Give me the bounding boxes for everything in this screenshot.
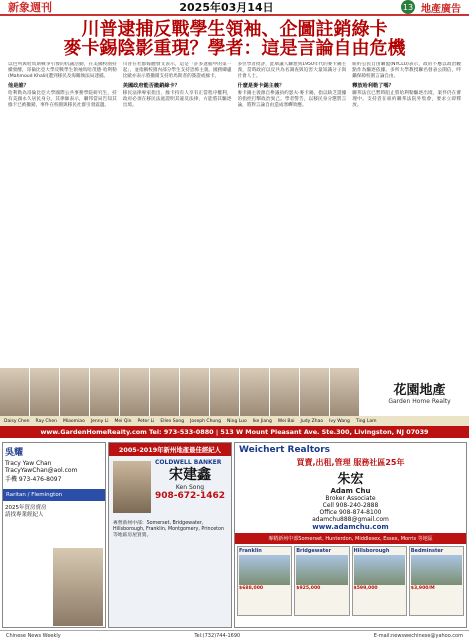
headline-line1: 川普逮捕反戰學生領袖、企圖註銷綠卡 <box>81 19 388 40</box>
agent-name-en: Adam Chu <box>330 487 371 495</box>
subheading: 他是誰？ <box>8 82 29 89</box>
agent-email[interactable]: adamchu888@gmail.com <box>312 516 389 523</box>
agent-name-strip <box>0 416 469 426</box>
agent-name: Wei Bai <box>277 418 295 424</box>
ad-header <box>235 443 466 457</box>
agent-name: Ellen Song <box>160 418 185 424</box>
agent-photo <box>180 368 210 416</box>
listing-price: $925,000 <box>296 586 321 591</box>
footer-phone: Tel:(732)744-1690 <box>194 632 241 639</box>
paragraph: 川普在社群媒體發文表示，這是「許多逮捕中的第一起」，並指稱校園內部分學生支持恐怖主義。國務卿盧比歐亦表示將撤銷支持哈馬斯者的簽證或綠卡。 <box>122 62 232 80</box>
agent-photo <box>113 461 151 513</box>
agent-name: Ivy Wang <box>329 418 350 424</box>
agent-name-en: Tracy Yaw Chan <box>5 460 52 467</box>
listing-photo <box>354 555 405 585</box>
header-right <box>401 0 461 15</box>
paragraph: 聯邦法官已暫時阻止將哈利勒驅逐出境，案件仍在審理中。支持者在紐約聯邦法院外集會，要求立即釋放。 <box>352 90 461 109</box>
agent-title: Broker Associate <box>325 495 376 502</box>
agent-photo <box>30 368 60 416</box>
agent-photo <box>240 368 270 416</box>
agent-photo <box>53 548 103 626</box>
agent-website[interactable]: www.adamchu.com <box>312 523 389 531</box>
agent-photo <box>120 368 150 416</box>
listing-town: Franklin <box>239 548 262 554</box>
headline-line2: 麥卡錫陰影重現？學者：這是言論自由危機 <box>63 38 406 59</box>
agent-photo <box>60 368 90 416</box>
agent-photo <box>0 368 30 416</box>
paragraph: 麥卡錫主義源自參議員約瑟夫·麥卡錫，指以缺乏證據的指控打擊政治異己。學者警告，以移民身分懲罰言論，將對言論自由造成寒蟬效應。 <box>237 90 347 109</box>
listing-card[interactable] <box>237 546 292 616</box>
agent-phone[interactable]: 908-672-1462 <box>154 491 226 501</box>
brokerage-logo: COLDWELL BANKER <box>155 459 222 466</box>
agent-photo <box>210 368 240 416</box>
ad-adam-chu <box>234 442 467 628</box>
listing-town: Bedminster <box>410 548 444 554</box>
headline <box>8 20 461 58</box>
agent-phone[interactable]: 手機 973-476-8097 <box>5 476 62 483</box>
agent-name: Ray Chen <box>35 418 58 424</box>
paragraph: 哈利勒為哥倫比亞大學國際公共事務學院研究生，持有美國永久居民身分。其律師表示，聯邦當局告知其綠卡已被撤銷，事件在校園與移民社群引發震盪。 <box>8 90 117 109</box>
page-number-badge: 13 <box>401 0 415 14</box>
listing-price: $599,000 <box>353 586 378 591</box>
article-column-2 <box>123 62 232 362</box>
subheading: 美國政府能否撤銷綠卡？ <box>122 82 180 89</box>
agent-name: Peter Li <box>137 418 155 424</box>
subheading: 什麼是麥卡錫主義？ <box>237 82 285 89</box>
agent-name: Mei Qin <box>114 418 132 424</box>
agent-office[interactable]: Office 908-874-8100 <box>319 509 382 516</box>
ad-ken-song <box>108 442 232 628</box>
section-title: 地產廣告 <box>420 3 461 15</box>
agent-name: Judy Zhao <box>300 418 324 424</box>
agent-banner <box>0 368 469 440</box>
footer-publication: Chinese News Weekly <box>6 632 61 639</box>
agent-photo <box>270 368 300 416</box>
paragraph: 移民法律專家指出，綠卡持有人享有正當程序權利，政府必須在移民法庭證明其違反法律，方能將其驅逐出境。 <box>122 90 232 109</box>
listing-photo <box>239 555 290 585</box>
paragraph: 多位學者批評，此舉讓人聯想到1950年代的麥卡錫主義，當時政府以反共為名調查與迫害大量知識分子與社會人士。 <box>237 62 347 80</box>
agent-photo <box>330 368 360 416</box>
footer-email[interactable]: E-mail:newswechinese@yahoo.com <box>373 632 463 639</box>
paragraph: 以色列與哈馬斯戰爭引發的抗議活動，在美國校園持續發酵，哥倫比亞大學反戰學生領袖馬哈茂德·哈利勒(Mahmoud Khalil)遭到移民及海關執法局逮捕。 <box>8 62 117 80</box>
award-banner: 2005-2019年新州地產最佳經紀人 <box>109 443 231 456</box>
agent-name: Daisy Chen <box>4 418 30 424</box>
agent-name: Joseph Chung <box>190 418 221 424</box>
service-area-strip: 專精新州中部Somerset, Hunterdon, Middlesex, Essex, Morris 等地區 <box>235 533 466 544</box>
ad-section <box>0 442 469 630</box>
brokerage-logo: Weichert Realtors <box>239 445 330 455</box>
agent-email[interactable]: TracyYawChan@aol.com <box>5 467 78 474</box>
agent-name: Ning Luo <box>226 418 247 424</box>
agent-name-en: Ken Song <box>175 484 205 491</box>
ad-headline: 買賣,出租,管理 服務社區25年 <box>296 458 405 467</box>
agent-name-zh: 宋建鑫 <box>169 467 211 483</box>
listing-card[interactable] <box>352 546 407 616</box>
page-footer <box>0 630 469 640</box>
agent-name-zh: 朱宏 <box>337 472 364 487</box>
listing-photo <box>296 555 347 585</box>
paragraph: 紐約公民自由聯盟(NYCLU)表示，政府不應以政治觀點作為驅逐依據。多所大學教授聯名發表公開信，呼籲保障校園言論自由。 <box>352 62 461 80</box>
article-body <box>8 62 461 362</box>
agent-name: Ting Lam <box>355 418 377 424</box>
publication-title: 新象週刊 <box>8 1 52 14</box>
website-bar[interactable]: www.GardenHomeRealty.com Tel: 973-533-0880 | 513 W Mount Pleasant Ave. Ste.300, Livingston, NJ 07039 <box>0 426 469 438</box>
listing-town: Hillsborough <box>353 548 390 554</box>
article-column-1 <box>8 62 117 362</box>
listing-town: Bridgewater <box>296 548 332 554</box>
listing-grid <box>235 544 466 618</box>
service-description: 專營新州中部：Somerset, Bridgewater, Hillsborough, Franklin, Montgomery, Princeton 等地區房屋買賣。 <box>113 521 225 539</box>
listing-card[interactable] <box>294 546 349 616</box>
agent-photo <box>300 368 330 416</box>
listing-photo <box>411 555 462 585</box>
company-name-zh: 花園地產 <box>393 383 446 398</box>
agent-photo <box>90 368 120 416</box>
page-header <box>0 0 469 16</box>
agent-name-zh: 吳耀 <box>5 448 24 458</box>
agent-photo <box>150 368 180 416</box>
agent-name: Jenny Li <box>90 418 109 424</box>
agent-name: Miaomiao <box>63 418 85 424</box>
agent-cell[interactable]: Cell 908-240-2888 <box>322 502 379 509</box>
listing-price: $688,000 <box>239 586 264 591</box>
listing-card[interactable] <box>409 546 464 616</box>
service-area: Raritan / Flemington <box>3 489 105 501</box>
article-column-4 <box>352 62 461 362</box>
article-column-3 <box>238 62 347 362</box>
agent-name: Ike Jiang <box>252 418 272 424</box>
listing-price: $3,900/M <box>410 586 435 591</box>
ad-tracy-chan <box>2 442 106 628</box>
company-name-en: Garden Home Realty <box>388 398 451 405</box>
subheading: 釋放哈利勒了嗎？ <box>352 82 394 89</box>
issue-date: 2025年03月14日 <box>179 1 274 14</box>
company-logo <box>370 368 469 416</box>
ad-cta: 2025年買房賣房 請找專業經紀人 <box>5 505 47 518</box>
